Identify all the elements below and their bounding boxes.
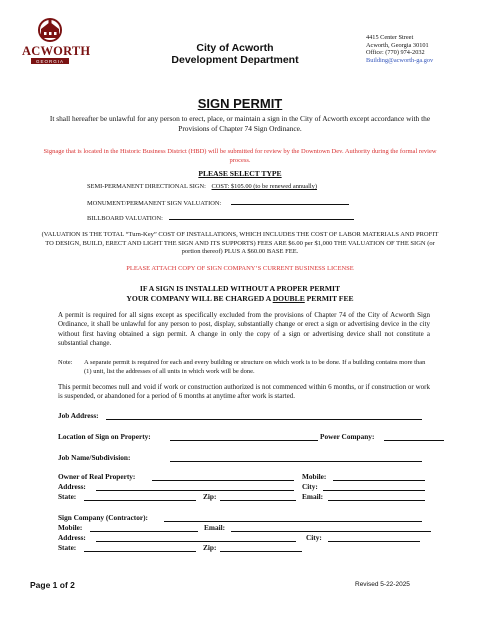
company-city-field[interactable] xyxy=(328,541,420,542)
city-name: City of Acworth xyxy=(196,42,274,54)
double-fee-warning xyxy=(40,284,440,303)
monument-valuation-field[interactable] xyxy=(231,199,349,205)
valuation-note: (VALUATION IS THE TOTAL “Turn-Key” COST OF INSTALLATIONS, WHICH INCLUDES THE COST OF LABOR MATERIALS AND PROFIT TO DESIGN, BUILD, ERECT AND LIGHT THE SIGN AND ITS SUPPORTS) FEES ARE $6.00 per $1,000 THE VALUATION OF THE SIGN (or portion thereof) PLUS A $60.00 BASE FEE. xyxy=(41,231,439,255)
note-text: A separate permit is required for each and every building or structure on which work is to be done. If a building contains more than (1) unit, list the addresses of all units in which work will be done. xyxy=(84,359,426,375)
owner-state-label: State: xyxy=(58,492,77,501)
null-void-text: This permit becomes null and void if work or construction authorized is not commenced within 6 months, or if construction or work is suspended, or abandoned for a period of 6 months at anytime after work is started. xyxy=(58,383,430,401)
company-address-field[interactable] xyxy=(96,541,296,542)
semi-permanent-cost: COST: $105.00 (to be renewed annually) xyxy=(211,183,318,190)
owner-label: Owner of Real Property: xyxy=(58,472,136,481)
page-number: Page 1 of 2 xyxy=(30,580,75,590)
owner-email-field[interactable] xyxy=(328,500,425,501)
hbd-notice: Signage that is located in the Historic Business District (HBD) will be submitted for review by the Downtown Dev. Authority during the formal review process. xyxy=(43,148,437,164)
company-email-label: Email: xyxy=(204,523,226,532)
company-zip-label: Zip: xyxy=(203,543,217,552)
owner-address-label: Address: xyxy=(58,482,86,491)
logo-tag: GEORGIA xyxy=(35,58,64,64)
company-mobile-field[interactable] xyxy=(90,531,198,532)
owner-field[interactable] xyxy=(152,480,294,481)
company-mobile-label: Mobile: xyxy=(58,523,83,532)
warning-line-1: IF A SIGN IS INSTALLED WITHOUT A PROPER PERMIT xyxy=(139,284,341,293)
company-state-field[interactable] xyxy=(84,551,196,552)
select-type-heading: PLEASE SELECT TYPE xyxy=(198,169,282,178)
company-label: Sign Company (Contractor): xyxy=(58,513,148,522)
owner-mobile-label: Mobile: xyxy=(302,472,327,481)
department-name: Development Department xyxy=(171,54,299,66)
owner-city-label: City: xyxy=(302,482,318,491)
company-zip-field[interactable] xyxy=(220,551,302,552)
billboard-valuation-field[interactable] xyxy=(169,214,354,220)
job-name-field[interactable] xyxy=(170,461,422,462)
owner-email-label: Email: xyxy=(302,492,324,501)
billboard-label: BILLBOARD VALUATION: xyxy=(87,215,163,222)
logo-emblem-icon xyxy=(22,16,78,46)
address-city: Acworth, Georgia 30101 xyxy=(366,41,429,49)
monument-row xyxy=(87,199,349,207)
company-address-label: Address: xyxy=(58,533,86,542)
power-company-label: Power Company: xyxy=(320,432,375,441)
note-label: Note: xyxy=(58,359,73,366)
monument-label: MONUMENT/PERMANENT SIGN VALUATION: xyxy=(87,200,222,207)
semi-permanent-label: SEMI-PERMANENT DIRECTIONAL SIGN: xyxy=(87,183,206,190)
email-link[interactable]: Building@acworth-ga.gov xyxy=(366,56,434,64)
logo-wordmark: ACWORTH xyxy=(22,44,91,58)
power-company-field[interactable] xyxy=(384,440,444,441)
intro-text: It shall hereafter be unlawful for any person to erect, place, or maintain a sign in the City of Acworth except accordance with the Provisions of Chapter 74 Sign Ordinance. xyxy=(49,114,431,133)
contact-address xyxy=(366,34,433,64)
owner-zip-label: Zip: xyxy=(203,492,217,501)
billboard-row xyxy=(87,214,354,222)
revision-date: Revised 5-22-2025 xyxy=(355,581,410,588)
location-label: Location of Sign on Property: xyxy=(58,432,151,441)
warning-line-2: YOUR COMPANY WILL BE CHARGED A DOUBLE PERMIT FEE xyxy=(126,293,354,303)
company-field[interactable] xyxy=(164,521,422,522)
job-address-label: Job Address: xyxy=(58,411,99,420)
license-notice: PLEASE ATTACH COPY OF SIGN COMPANY’S CURRENT BUSINESS LICENSE xyxy=(126,265,354,272)
department-header xyxy=(150,42,320,66)
warning-emphasis: DOUBLE xyxy=(272,293,305,303)
semi-permanent-row[interactable] xyxy=(87,183,317,190)
owner-city-field[interactable] xyxy=(323,490,425,491)
company-state-label: State: xyxy=(58,543,77,552)
owner-mobile-field[interactable] xyxy=(333,480,425,481)
company-city-label: City: xyxy=(306,533,322,542)
location-field[interactable] xyxy=(170,440,318,441)
page-title: SIGN PERMIT xyxy=(197,96,283,111)
permit-requirement-text: A permit is required for all signs except as specifically excluded from the provisions of Chapter 74 of the City of Acworth Sign Ordinance, it shall be unlawful for any person to post, display, substantially change or erect a sign or advertising device in the city without first having obtained a sign permit. A change in only the copy of a sign or advertising device shall not constitute a substantial change. xyxy=(58,311,430,348)
company-email-field[interactable] xyxy=(231,531,431,532)
owner-address-field[interactable] xyxy=(96,490,294,491)
city-logo xyxy=(22,16,91,68)
job-name-label: Job Name/Subdivision: xyxy=(58,453,131,462)
owner-state-field[interactable] xyxy=(84,500,196,501)
office-phone: Office: (770) 974-2032 xyxy=(366,49,425,57)
job-address-field[interactable] xyxy=(106,419,422,420)
address-street: 4415 Center Street xyxy=(366,34,414,41)
owner-zip-field[interactable] xyxy=(220,500,296,501)
